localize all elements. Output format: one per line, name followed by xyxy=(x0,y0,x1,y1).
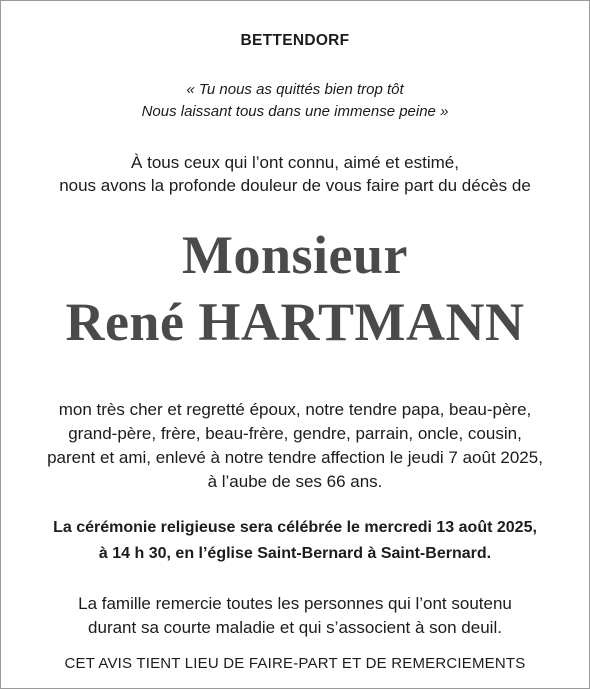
intro-line-2: nous avons la profonde douleur de vous faire part du décès de xyxy=(59,176,531,195)
thanks-line-2: durant sa courte maladie et qui s’associent à son deuil. xyxy=(88,618,502,637)
quote-line-1: « Tu nous as quittés bien trop tôt xyxy=(186,81,404,98)
intro-block xyxy=(1,151,589,197)
deceased-title: Monsieur xyxy=(182,225,408,285)
description-line-3: parent et ami, enlevé à notre tendre affection le jeudi 7 août 2025, xyxy=(47,448,543,467)
thanks-block xyxy=(1,592,589,640)
ceremony-block xyxy=(1,515,589,567)
quote-block xyxy=(1,79,589,123)
thanks-line-1: La famille remercie toutes les personnes qui l’ont soutenu xyxy=(78,594,512,613)
ceremony-line-1: La cérémonie religieuse sera célébrée le mercredi 13 août 2025, xyxy=(53,519,537,536)
quote-line-2: Nous laissant tous dans une immense peine » xyxy=(141,103,449,120)
description-line-1: mon très cher et regretté époux, notre tendre papa, beau-père, xyxy=(58,400,532,419)
intro-line-1: À tous ceux qui l’ont connu, aimé et estimé, xyxy=(131,153,459,172)
ceremony-line-2: à 14 h 30, en l’église Saint-Bernard à Saint-Bernard. xyxy=(98,545,492,562)
place-heading: BETTENDORF xyxy=(240,32,350,49)
description-block xyxy=(1,398,589,494)
description-line-2: grand-père, frère, beau-frère, gendre, parrain, oncle, cousin, xyxy=(68,424,522,443)
deceased-name: René HARTMANN xyxy=(65,292,525,352)
footer-notice: CET AVIS TIENT LIEU DE FAIRE-PART ET DE REMERCIEMENTS xyxy=(64,655,526,672)
description-line-4: à l’aube de ses 66 ans. xyxy=(207,472,383,491)
